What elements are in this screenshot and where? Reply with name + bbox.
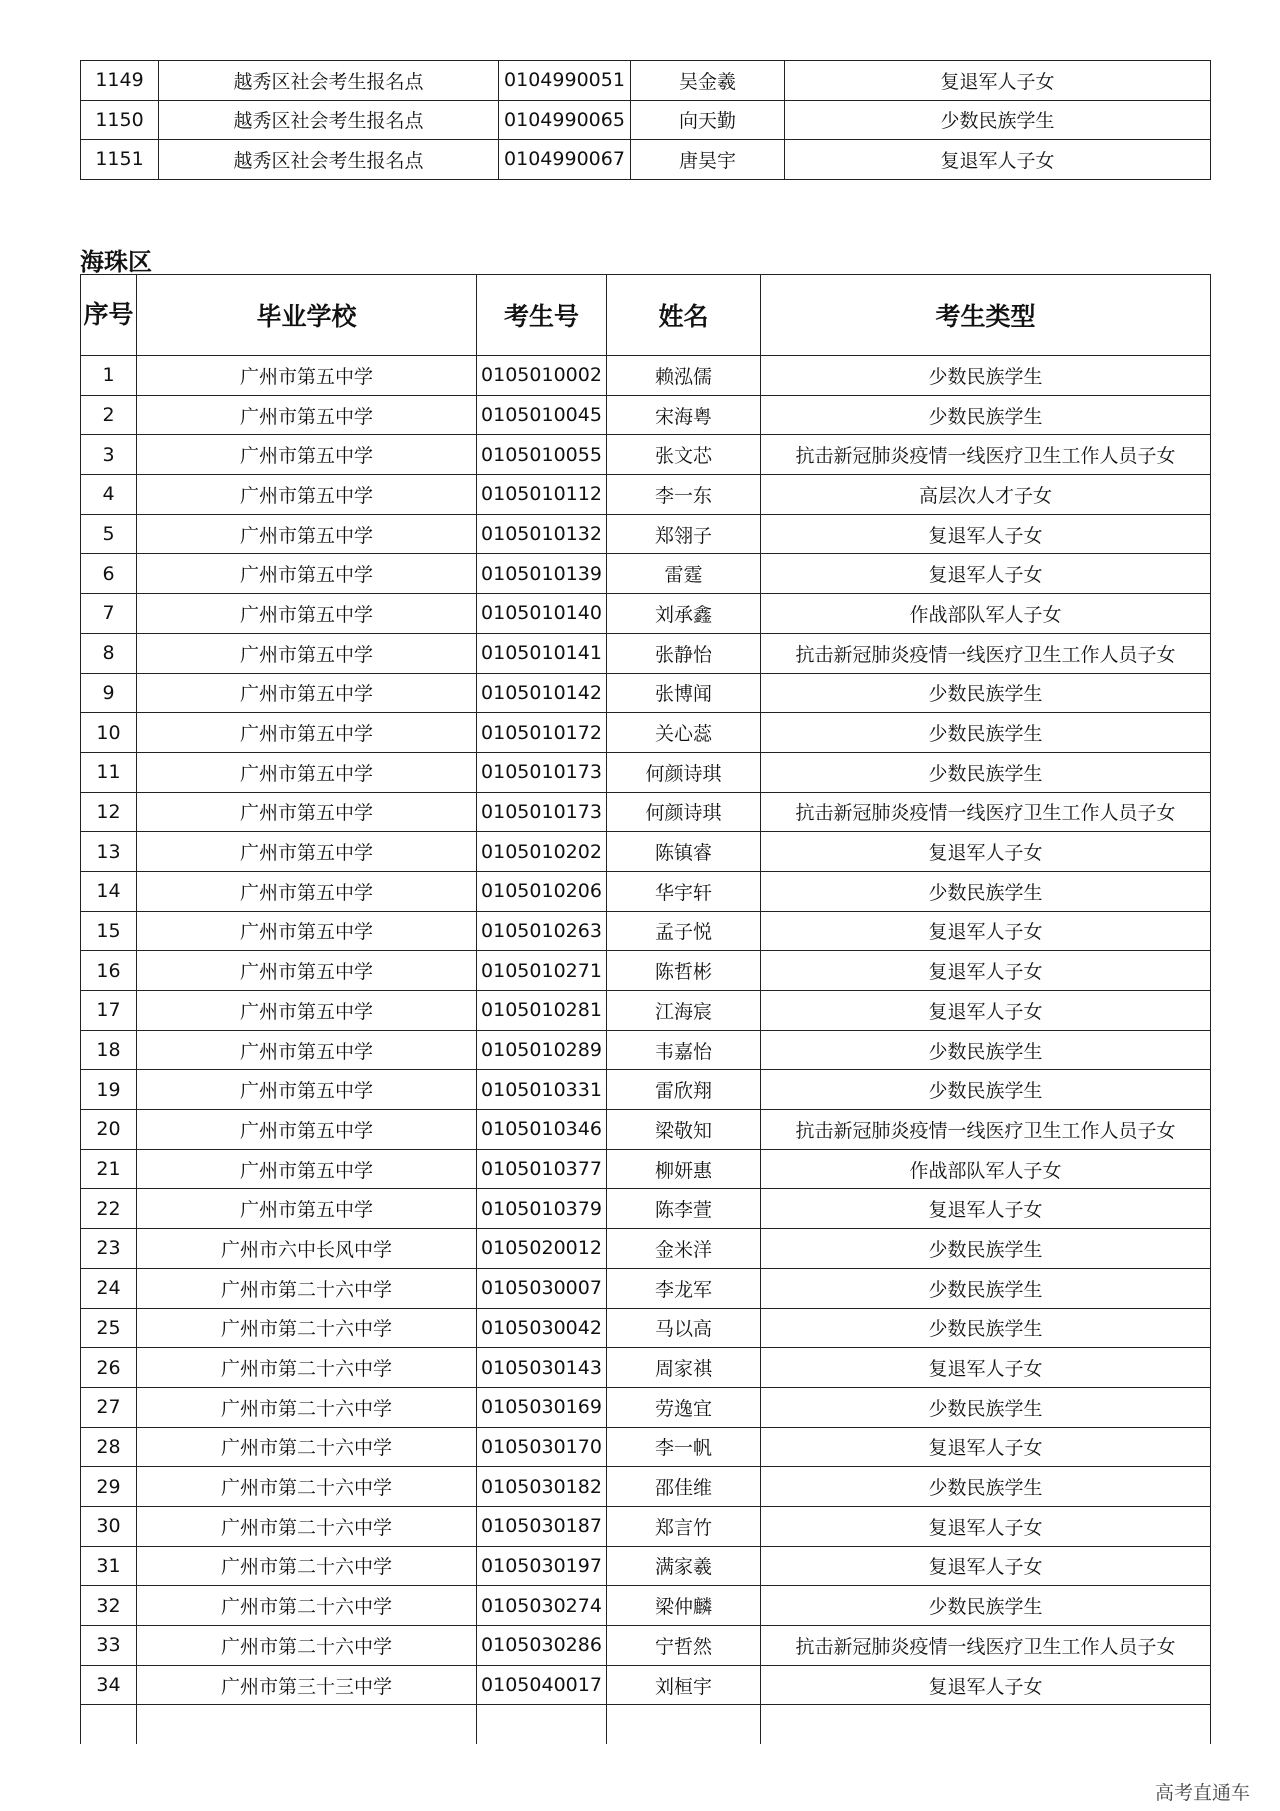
continuation-table: [80, 60, 1211, 180]
table-row: [81, 911, 1211, 951]
table-row: [81, 1387, 1211, 1427]
cell-name: 劳逸宜: [607, 1387, 761, 1427]
cell-name: 宋海粤: [607, 395, 761, 435]
cell-type: 复退军人子女: [761, 1506, 1211, 1546]
cell-exam-no: 0105010002: [477, 356, 607, 396]
cell-type: 复退军人子女: [785, 61, 1211, 101]
cell-seq: 16: [81, 951, 137, 991]
cell-school: 广州市第五中学: [137, 832, 477, 872]
cell-exam-no: 0105030286: [477, 1626, 607, 1666]
cell-name: 雷欣翔: [607, 1070, 761, 1110]
cell-name: 张静怡: [607, 633, 761, 673]
table-row: [81, 633, 1211, 673]
cell-name: 梁仲麟: [607, 1586, 761, 1626]
cell-exam-no: 0105030042: [477, 1308, 607, 1348]
cell-name: 唐昊宇: [631, 140, 785, 180]
cell-name: 韦嘉怡: [607, 1030, 761, 1070]
cell-name: 马以高: [607, 1308, 761, 1348]
cell-name: 陈镇睿: [607, 832, 761, 872]
cell-name: 何颜诗琪: [607, 792, 761, 832]
cell-name: 金米洋: [607, 1229, 761, 1269]
cell-type: 复退军人子女: [761, 554, 1211, 594]
cell-exam-no: 0105010263: [477, 911, 607, 951]
cell-type: 少数民族学生: [761, 1229, 1211, 1269]
cell-exam-no: 0105010173: [477, 792, 607, 832]
cell-type: 少数民族学生: [761, 1387, 1211, 1427]
cell-seq: 13: [81, 832, 137, 872]
empty-cell: [137, 1705, 477, 1744]
cell-exam-no: 0105010140: [477, 594, 607, 634]
cell-type: 少数民族学生: [761, 752, 1211, 792]
cell-exam-no: 0105010173: [477, 752, 607, 792]
table-row: [81, 713, 1211, 753]
cell-type: 少数民族学生: [761, 1467, 1211, 1507]
cell-seq: 17: [81, 991, 137, 1031]
cell-school: 广州市第二十六中学: [137, 1268, 477, 1308]
cell-school: 广州市第五中学: [137, 1070, 477, 1110]
empty-cell: [477, 1705, 607, 1744]
cell-type: 少数民族学生: [761, 1070, 1211, 1110]
cell-exam-no: 0105010379: [477, 1189, 607, 1229]
cell-school: 广州市第二十六中学: [137, 1467, 477, 1507]
cell-name: 宁哲然: [607, 1626, 761, 1666]
cell-school: 广州市第五中学: [137, 1189, 477, 1229]
cell-type: 少数民族学生: [761, 1268, 1211, 1308]
cell-school: 越秀区社会考生报名点: [159, 100, 499, 140]
cell-exam-no: 0105030170: [477, 1427, 607, 1467]
cell-school: 广州市第五中学: [137, 1149, 477, 1189]
table-row: [81, 554, 1211, 594]
cell-type: 少数民族学生: [761, 1586, 1211, 1626]
cell-school: 广州市第五中学: [137, 554, 477, 594]
cell-type: 少数民族学生: [761, 871, 1211, 911]
cell-type: 复退军人子女: [761, 832, 1211, 872]
cell-exam-no: 0105030182: [477, 1467, 607, 1507]
table-row: [81, 435, 1211, 475]
cell-exam-no: 0105030197: [477, 1546, 607, 1586]
cell-seq: 6: [81, 554, 137, 594]
cell-name: 陈李萱: [607, 1189, 761, 1229]
cell-seq: 31: [81, 1546, 137, 1586]
cell-name: 李一东: [607, 475, 761, 515]
cell-seq: 11: [81, 752, 137, 792]
cell-type: 复退军人子女: [761, 991, 1211, 1031]
cell-school: 广州市第二十六中学: [137, 1506, 477, 1546]
cell-school: 广州市第五中学: [137, 594, 477, 634]
table-row: [81, 1030, 1211, 1070]
cell-school: 广州市第五中学: [137, 475, 477, 515]
cell-seq: 10: [81, 713, 137, 753]
cell-school: 广州市第五中学: [137, 1110, 477, 1150]
cell-type: 复退军人子女: [761, 514, 1211, 554]
cell-school: 广州市第二十六中学: [137, 1427, 477, 1467]
header-exam-no: 考生号: [477, 275, 607, 356]
cell-seq: 15: [81, 911, 137, 951]
cell-seq: 1: [81, 356, 137, 396]
cell-type: 少数民族学生: [761, 1308, 1211, 1348]
cell-exam-no: 0105010346: [477, 1110, 607, 1150]
table-row: [81, 1268, 1211, 1308]
cell-type: 作战部队军人子女: [761, 1149, 1211, 1189]
empty-cell: [607, 1705, 761, 1744]
cell-name: 李一帆: [607, 1427, 761, 1467]
table-row: [81, 871, 1211, 911]
cell-seq: 1150: [81, 100, 159, 140]
cell-exam-no: 0105010142: [477, 673, 607, 713]
cell-exam-no: 0105030169: [477, 1387, 607, 1427]
cell-type: 作战部队军人子女: [761, 594, 1211, 634]
cell-seq: 8: [81, 633, 137, 673]
cell-seq: 22: [81, 1189, 137, 1229]
cell-seq: 7: [81, 594, 137, 634]
cell-type: 抗击新冠肺炎疫情一线医疗卫生工作人员子女: [761, 1110, 1211, 1150]
table-row: [81, 673, 1211, 713]
cell-name: 孟子悦: [607, 911, 761, 951]
cell-type: 复退军人子女: [761, 1189, 1211, 1229]
table-row: [81, 1070, 1211, 1110]
cell-name: 满家羲: [607, 1546, 761, 1586]
cell-name: 梁敬知: [607, 1110, 761, 1150]
cell-exam-no: 0104990065: [499, 100, 631, 140]
cell-seq: 1149: [81, 61, 159, 101]
cell-exam-no: 0105030007: [477, 1268, 607, 1308]
cell-school: 越秀区社会考生报名点: [159, 140, 499, 180]
table-row: [81, 991, 1211, 1031]
header-name: 姓名: [607, 275, 761, 356]
cell-seq: 29: [81, 1467, 137, 1507]
cell-name: 江海宸: [607, 991, 761, 1031]
table-row: [81, 594, 1211, 634]
cell-school: 广州市第二十六中学: [137, 1626, 477, 1666]
cell-name: 李龙军: [607, 1268, 761, 1308]
cell-name: 张博闻: [607, 673, 761, 713]
cell-seq: 3: [81, 435, 137, 475]
cell-seq: 9: [81, 673, 137, 713]
cell-type: 高层次人才子女: [761, 475, 1211, 515]
cell-seq: 23: [81, 1229, 137, 1269]
cell-seq: 25: [81, 1308, 137, 1348]
cell-type: 抗击新冠肺炎疫情一线医疗卫生工作人员子女: [761, 1626, 1211, 1666]
table-row: [81, 1308, 1211, 1348]
header-school: 毕业学校: [137, 275, 477, 356]
table-row: [81, 100, 1211, 140]
table-row: [81, 1546, 1211, 1586]
cell-exam-no: 0105010141: [477, 633, 607, 673]
cell-name: 何颜诗琪: [607, 752, 761, 792]
table-row: [81, 140, 1211, 180]
watermark: 高考直通车: [1154, 1782, 1250, 1804]
cell-name: 邵佳维: [607, 1467, 761, 1507]
cell-type: 抗击新冠肺炎疫情一线医疗卫生工作人员子女: [761, 435, 1211, 475]
cell-name: 向天勤: [631, 100, 785, 140]
cell-type: 少数民族学生: [761, 395, 1211, 435]
cell-type: 少数民族学生: [761, 356, 1211, 396]
cell-seq: 34: [81, 1665, 137, 1705]
cell-type: 少数民族学生: [761, 713, 1211, 753]
table-row: [81, 514, 1211, 554]
cell-seq: 18: [81, 1030, 137, 1070]
cell-name: 赖泓儒: [607, 356, 761, 396]
table-row: [81, 1427, 1211, 1467]
cell-school: 越秀区社会考生报名点: [159, 61, 499, 101]
cell-school: 广州市第三十三中学: [137, 1665, 477, 1705]
cell-seq: 28: [81, 1427, 137, 1467]
cell-type: 复退军人子女: [761, 951, 1211, 991]
cell-exam-no: 0105010331: [477, 1070, 607, 1110]
cell-school: 广州市第五中学: [137, 713, 477, 753]
cell-type: 复退军人子女: [761, 1348, 1211, 1388]
table-row: [81, 1467, 1211, 1507]
cell-school: 广州市第五中学: [137, 395, 477, 435]
cell-school: 广州市第二十六中学: [137, 1546, 477, 1586]
district-title: 海珠区: [80, 248, 152, 276]
cell-name: 郑言竹: [607, 1506, 761, 1546]
cell-exam-no: 0105010055: [477, 435, 607, 475]
cell-exam-no: 0105010139: [477, 554, 607, 594]
cell-type: 少数民族学生: [761, 1030, 1211, 1070]
cell-exam-no: 0105010202: [477, 832, 607, 872]
cell-type: 复退军人子女: [785, 140, 1211, 180]
table-row: [81, 1586, 1211, 1626]
cell-exam-no: 0105010377: [477, 1149, 607, 1189]
cell-seq: 33: [81, 1626, 137, 1666]
cell-exam-no: 0105010132: [477, 514, 607, 554]
cell-seq: 27: [81, 1387, 137, 1427]
cell-type: 复退军人子女: [761, 911, 1211, 951]
cell-type: 少数民族学生: [785, 100, 1211, 140]
cell-seq: 19: [81, 1070, 137, 1110]
cell-school: 广州市第五中学: [137, 871, 477, 911]
cell-school: 广州市六中长风中学: [137, 1229, 477, 1269]
table-row: [81, 1149, 1211, 1189]
cell-name: 吴金羲: [631, 61, 785, 101]
table-row: [81, 1348, 1211, 1388]
enrollment-table: [80, 274, 1211, 1744]
table-row: [81, 395, 1211, 435]
cell-exam-no: 0105040017: [477, 1665, 607, 1705]
table-row: [81, 1189, 1211, 1229]
cell-school: 广州市第五中学: [137, 991, 477, 1031]
cell-school: 广州市第五中学: [137, 673, 477, 713]
cell-exam-no: 0104990051: [499, 61, 631, 101]
cell-exam-no: 0105030143: [477, 1348, 607, 1388]
cell-school: 广州市第二十六中学: [137, 1586, 477, 1626]
cell-exam-no: 0105010045: [477, 395, 607, 435]
cell-seq: 12: [81, 792, 137, 832]
cell-school: 广州市第五中学: [137, 752, 477, 792]
table-row: [81, 475, 1211, 515]
cell-name: 关心蕊: [607, 713, 761, 753]
cell-type: 复退军人子女: [761, 1546, 1211, 1586]
cell-name: 柳妍惠: [607, 1149, 761, 1189]
cell-school: 广州市第五中学: [137, 792, 477, 832]
table-row: [81, 792, 1211, 832]
table-row: [81, 61, 1211, 101]
empty-cell: [81, 1705, 137, 1744]
cell-name: 刘桓宇: [607, 1665, 761, 1705]
cell-type: 抗击新冠肺炎疫情一线医疗卫生工作人员子女: [761, 633, 1211, 673]
cell-exam-no: 0105030274: [477, 1586, 607, 1626]
table-row: [81, 356, 1211, 396]
cell-exam-no: 0105010172: [477, 713, 607, 753]
cell-exam-no: 0105010289: [477, 1030, 607, 1070]
table-row: [81, 832, 1211, 872]
cell-exam-no: 0105010112: [477, 475, 607, 515]
cell-school: 广州市第五中学: [137, 1030, 477, 1070]
cell-seq: 1151: [81, 140, 159, 180]
empty-cell: [761, 1705, 1211, 1744]
cell-seq: 5: [81, 514, 137, 554]
cell-school: 广州市第五中学: [137, 514, 477, 554]
cell-type: 复退军人子女: [761, 1665, 1211, 1705]
cell-seq: 2: [81, 395, 137, 435]
cell-seq: 4: [81, 475, 137, 515]
cell-name: 华宇轩: [607, 871, 761, 911]
table-row: [81, 1506, 1211, 1546]
table-row: [81, 752, 1211, 792]
cell-seq: 14: [81, 871, 137, 911]
cell-type: 少数民族学生: [761, 673, 1211, 713]
cell-school: 广州市第五中学: [137, 435, 477, 475]
cell-name: 郑翎子: [607, 514, 761, 554]
cell-exam-no: 0105020012: [477, 1229, 607, 1269]
cell-exam-no: 0105010271: [477, 951, 607, 991]
cell-school: 广州市第二十六中学: [137, 1308, 477, 1348]
table-row: [81, 1229, 1211, 1269]
cell-school: 广州市第五中学: [137, 633, 477, 673]
cell-name: 刘承鑫: [607, 594, 761, 634]
cell-school: 广州市第五中学: [137, 951, 477, 991]
cell-seq: 26: [81, 1348, 137, 1388]
cell-name: 周家祺: [607, 1348, 761, 1388]
cell-seq: 21: [81, 1149, 137, 1189]
cell-exam-no: 0105010281: [477, 991, 607, 1031]
cell-name: 张文芯: [607, 435, 761, 475]
cell-type: 复退军人子女: [761, 1427, 1211, 1467]
cell-seq: 32: [81, 1586, 137, 1626]
cell-school: 广州市第五中学: [137, 356, 477, 396]
header-seq: 序号: [81, 275, 137, 356]
cell-exam-no: 0104990067: [499, 140, 631, 180]
cell-school: 广州市第五中学: [137, 911, 477, 951]
table-row: [81, 951, 1211, 991]
cell-name: 陈哲彬: [607, 951, 761, 991]
cell-type: 抗击新冠肺炎疫情一线医疗卫生工作人员子女: [761, 792, 1211, 832]
table-header-row: [81, 275, 1211, 356]
cell-seq: 24: [81, 1268, 137, 1308]
cell-exam-no: 0105030187: [477, 1506, 607, 1546]
table-row: [81, 1665, 1211, 1705]
header-type: 考生类型: [761, 275, 1211, 356]
cell-school: 广州市第二十六中学: [137, 1348, 477, 1388]
table-row: [81, 1110, 1211, 1150]
table-row: [81, 1626, 1211, 1666]
cell-seq: 30: [81, 1506, 137, 1546]
cell-seq: 20: [81, 1110, 137, 1150]
cell-name: 雷霆: [607, 554, 761, 594]
cell-exam-no: 0105010206: [477, 871, 607, 911]
cell-school: 广州市第二十六中学: [137, 1387, 477, 1427]
table-row-partial: [81, 1705, 1211, 1744]
